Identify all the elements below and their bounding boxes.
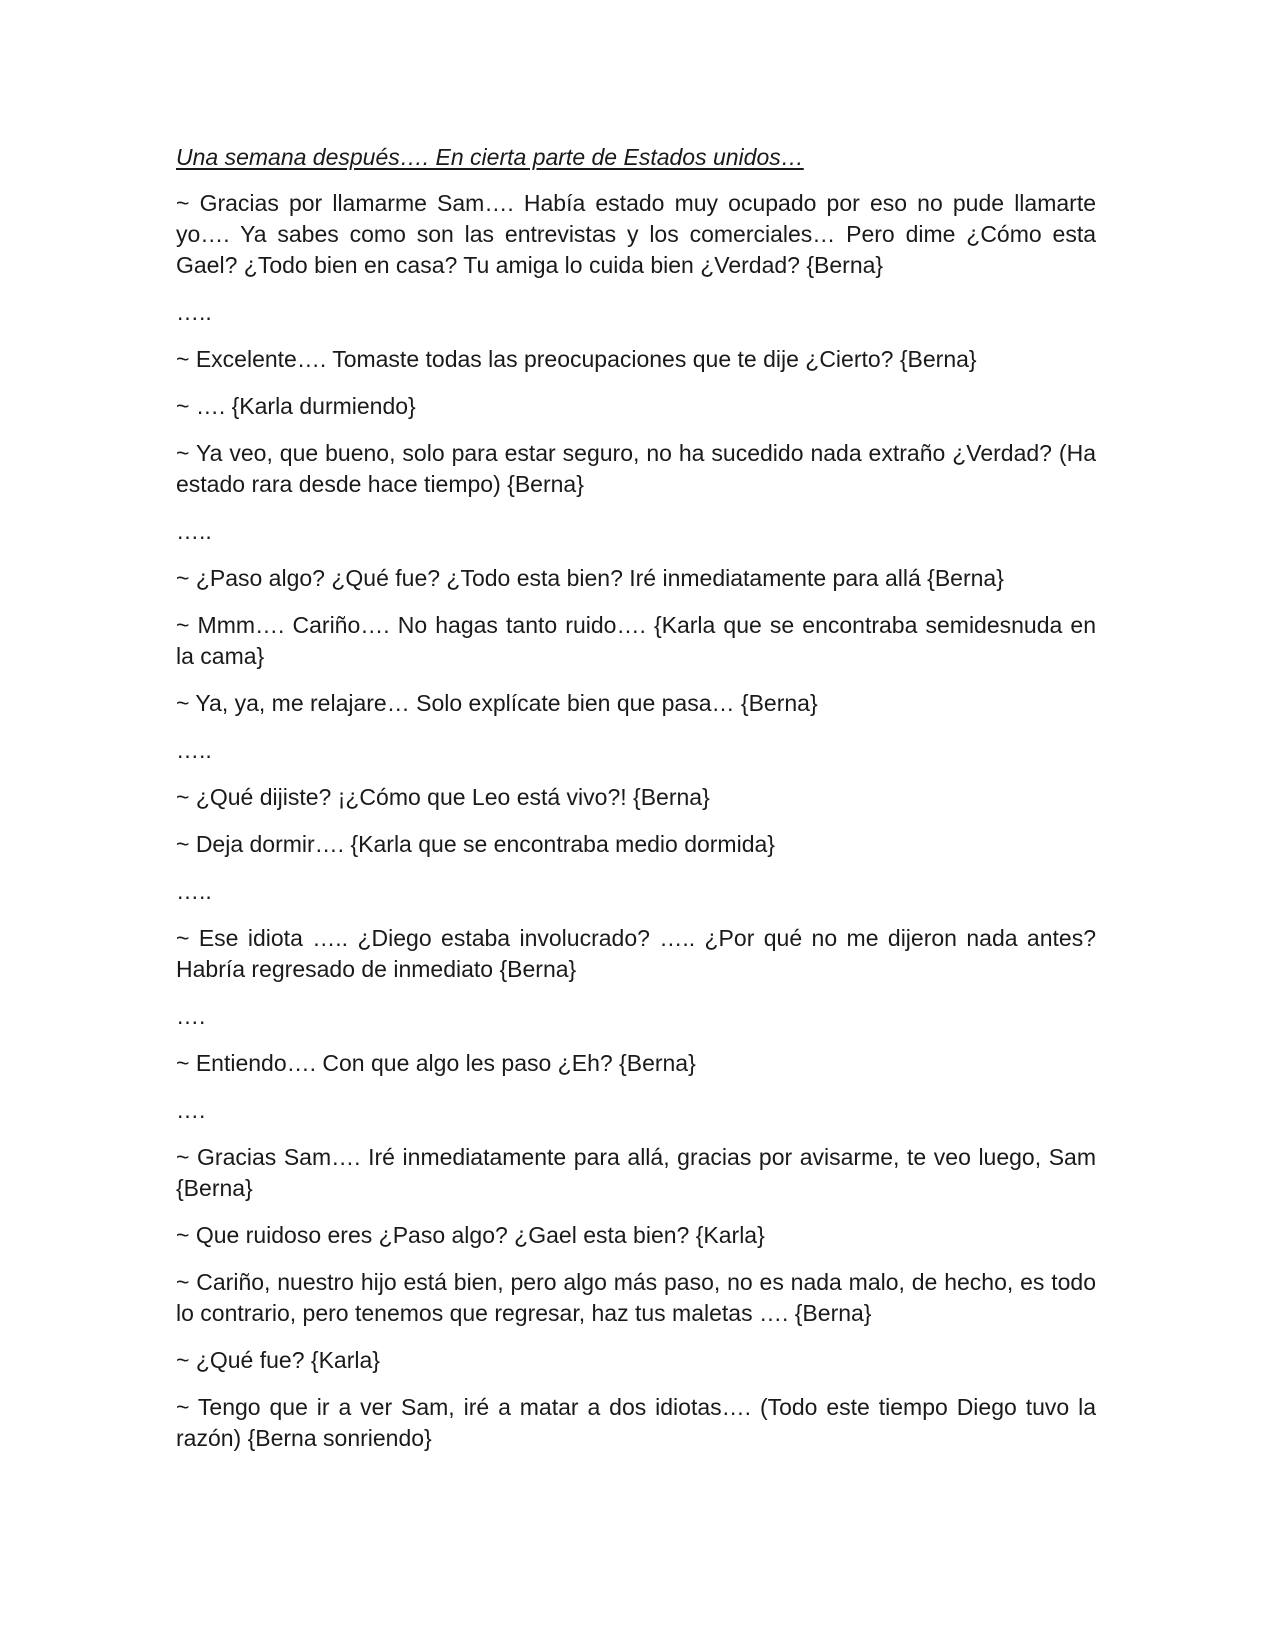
paragraph-13: ….. [176, 878, 212, 904]
paragraph-1: ~ Gracias por llamarme Sam…. Había estado muy ocupado por eso no pude llamarte yo…. Ya sabes como son las entrevistas y los comerciales… Pero dime ¿Cómo esta Gael? ¿Todo bien en casa? Tu amiga lo cuida bien ¿Verdad? {Berna} [176, 190, 1096, 278]
paragraph-21: ~ ¿Qué fue? {Karla} [176, 1347, 380, 1373]
paragraph-14: ~ Ese idiota ….. ¿Diego estaba involucrado? ….. ¿Por qué no me dijeron nada antes? Habría regresado de inmediato {Berna} [176, 925, 1096, 982]
paragraph-5: ~ Ya veo, que bueno, solo para estar seguro, no ha sucedido nada extraño ¿Verdad? (Ha estado rara desde hace tiempo) {Berna} [176, 440, 1096, 497]
document-body [176, 142, 1096, 1454]
paragraph-8: ~ Mmm…. Cariño…. No hagas tanto ruido…. {Karla que se encontraba semidesnuda en la cama} [176, 612, 1096, 669]
paragraph-3: ~ Excelente…. Tomaste todas las preocupaciones que te dije ¿Cierto? {Berna} [176, 346, 977, 372]
paragraph-7: ~ ¿Paso algo? ¿Qué fue? ¿Todo esta bien? Iré inmediatamente para allá {Berna} [176, 565, 1004, 591]
paragraph-6: ….. [176, 518, 212, 544]
paragraph-12: ~ Deja dormir…. {Karla que se encontraba medio dormida} [176, 831, 775, 857]
paragraph-18: ~ Gracias Sam…. Iré inmediatamente para allá, gracias por avisarme, te veo luego, Sam {Berna} [176, 1144, 1096, 1201]
paragraph-17: …. [176, 1097, 206, 1123]
paragraph-19: ~ Que ruidoso eres ¿Paso algo? ¿Gael esta bien? {Karla} [176, 1222, 765, 1248]
paragraph-4: ~ …. {Karla durmiendo} [176, 393, 416, 419]
paragraph-11: ~ ¿Qué dijiste? ¡¿Cómo que Leo está vivo?! {Berna} [176, 784, 710, 810]
paragraph-2: ….. [176, 299, 212, 325]
paragraph-22: ~ Tengo que ir a ver Sam, iré a matar a dos idiotas…. (Todo este tiempo Diego tuvo la razón) {Berna sonriendo} [176, 1394, 1096, 1451]
paragraph-16: ~ Entiendo…. Con que algo les paso ¿Eh? {Berna} [176, 1050, 696, 1076]
scene-heading: Una semana después…. En cierta parte de Estados unidos… [176, 144, 804, 170]
paragraph-20: ~ Cariño, nuestro hijo está bien, pero algo más paso, no es nada malo, de hecho, es todo lo contrario, pero tenemos que regresar, haz tus maletas …. {Berna} [176, 1269, 1096, 1326]
paragraph-9: ~ Ya, ya, me relajare… Solo explícate bien que pasa… {Berna} [176, 690, 818, 716]
paragraph-15: …. [176, 1003, 206, 1029]
paragraph-10: ….. [176, 737, 212, 763]
